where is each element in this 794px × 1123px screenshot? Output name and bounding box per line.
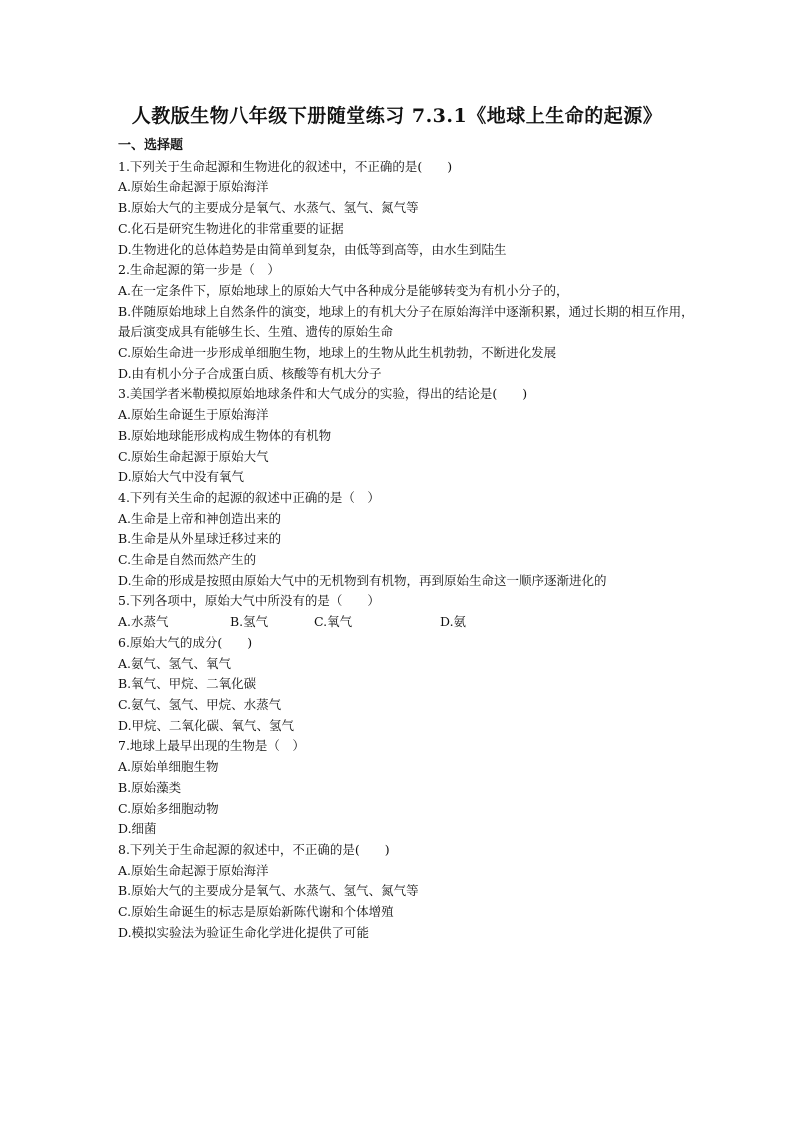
question-5-option-d: D.氨 [440,614,467,630]
question-5-option-c: C.氧气 [314,614,353,630]
question-1-option-b: B.原始大气的主要成分是氧气、水蒸气、氢气、氮气等 [118,200,419,216]
question-3-option-b: B.原始地球能形成构成生物体的有机物 [118,427,332,443]
question-6-option-c: C.氨气、氢气、甲烷、水蒸气 [118,696,282,712]
question-2-option-c: C.原始生命进一步形成单细胞生物，地球上的生物从此生机勃勃，不断进化发展 [118,345,557,361]
section-heading: 一、选择题 [118,138,184,153]
question-6-option-a: A.氨气、氢气、氧气 [118,655,232,671]
question-4-option-a: A.生命是上帝和神创造出来的 [118,510,282,526]
question-6-option-b: B.氧气、甲烷、二氧化碳 [118,676,257,692]
question-7-option-d: D.细菌 [118,821,157,837]
question-7-option-c: C.原始多细胞动物 [118,800,219,816]
question-5-stem: 5.下列各项中，原始大气中所没有的是（ ） [118,593,380,609]
question-5-option-b: B.氢气 [230,614,269,630]
question-7-stem: 7.地球上最早出现的生物是（ ） [118,738,305,754]
document-body [118,136,718,943]
document-title: 人教版生物八年级下册随堂练习 7.3.1《地球上生命的起源》 [131,105,663,127]
question-1-option-c: C.化石是研究生物进化的非常重要的证据 [118,220,344,236]
question-2-option-d: D.由有机小分子合成蛋白质、核酸等有机大分子 [118,365,382,381]
question-4-option-b: B.生命是从外星球迁移过来的 [118,531,282,547]
question-8-stem: 8.下列关于生命起源的叙述中，不正确的是( ) [118,841,390,857]
question-5-options [118,612,718,633]
question-7-option-b: B.原始藻类 [118,779,182,795]
question-8-option-c: C.原始生命诞生的标志是原始新陈代谢和个体增殖 [118,904,394,920]
question-3-option-d: D.原始大气中没有氧气 [118,469,245,485]
question-6-stem: 6.原始大气的成分( ) [118,634,253,650]
question-2-option-b: B.伴随原始地球上自然条件的演变，地球上的有机大分子在原始海洋中逐渐积累，通过长期的相互作用，最后演变成具有能够生长、生殖、遗传的原始生命 [118,303,694,340]
question-3-option-a: A.原始生命诞生于原始海洋 [118,407,269,423]
question-8-option-b: B.原始大气的主要成分是氧气、水蒸气、氢气、氮气等 [118,883,419,899]
question-3-stem: 3.美国学者米勒模拟原始地球条件和大气成分的实验，得出的结论是( ) [118,386,528,402]
question-8-option-a: A.原始生命起源于原始海洋 [118,862,269,878]
question-4-option-c: C.生命是自然而然产生的 [118,552,257,568]
question-7-option-a: A.原始单细胞生物 [118,759,219,775]
question-4-option-d: D.生命的形成是按照由原始大气中的无机物到有机物，再到原始生命这一顺序逐渐进化的 [118,572,607,588]
question-2-stem: 2.生命起源的第一步是（ ） [118,262,280,278]
question-5-option-a: A.水蒸气 [118,614,169,630]
question-3-option-c: C.原始生命起源于原始大气 [118,448,269,464]
question-8-option-d: D.模拟实验法为验证生命化学进化提供了可能 [118,924,370,940]
question-1-stem: 1.下列关于生命起源和生物进化的叙述中，不正确的是( ) [118,158,453,174]
question-2-option-a: A.在一定条件下，原始地球上的原始大气中各种成分是能够转变为有机小分子的， [118,282,569,298]
question-4-stem: 4.下列有关生命的起源的叙述中正确的是（ ） [118,489,380,505]
question-1-option-d: D.生物进化的总体趋势是由简单到复杂，由低等到高等，由水生到陆生 [118,241,507,257]
question-1-option-a: A.原始生命起源于原始海洋 [118,179,269,195]
question-6-option-d: D.甲烷、二氧化碳、氧气、氢气 [118,717,295,733]
